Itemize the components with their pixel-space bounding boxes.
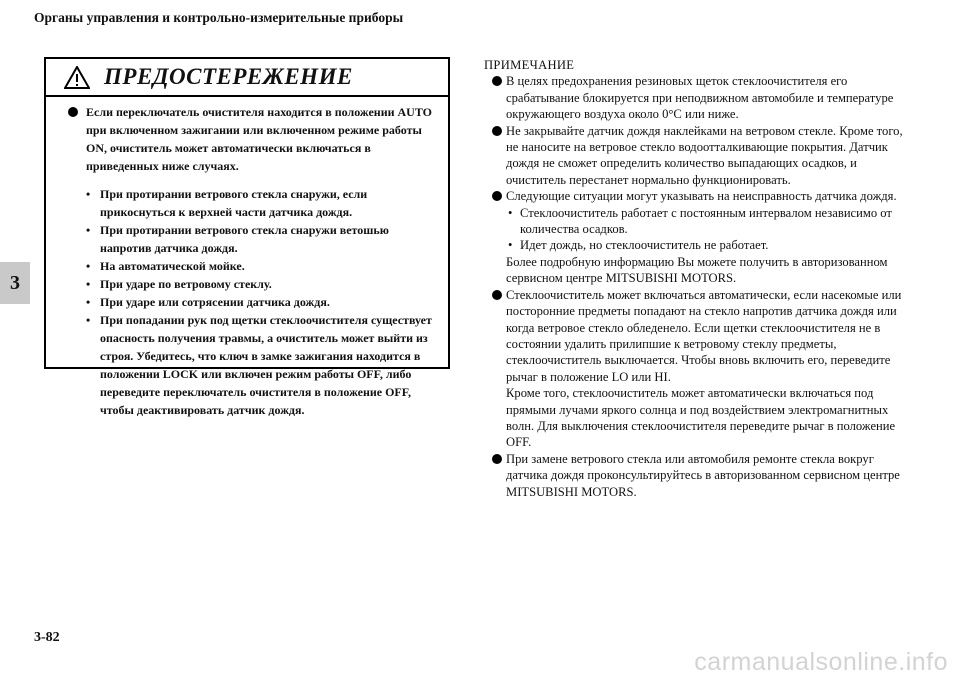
note-sub-item: • Стеклоочиститель работает с постоянным интервалом независимо от количества осадков. [506, 205, 904, 238]
bullet-dot-icon [492, 290, 502, 300]
note-text: Не закрывайте датчик дождя наклейками на ветровом стекле. Кроме того, не наносите на ветровое стекло водоотталкивающие покрытия. Датчик дождя не сможет определить количество выпадающих осадков, и очиститель перестанет нормально функционировать. [506, 123, 903, 187]
page-number: 3-82 [34, 630, 60, 645]
warning-item: • При ударе по ветровому стеклу. [86, 275, 438, 293]
warning-list [86, 185, 438, 419]
note-item [484, 451, 904, 500]
note-item [484, 123, 904, 189]
bullet-dot-icon [68, 107, 78, 117]
bullet-dot-icon [492, 191, 502, 201]
warning-intro [68, 103, 438, 175]
warning-item: • При ударе или сотрясении датчика дождя. [86, 293, 438, 311]
warning-triangle-icon [64, 66, 90, 89]
note-text: Стеклоочиститель может включаться автоматически, если насекомые или посторонние предметы попадают на стекло напротив датчика дождя или когда ветровое стекло обледенело. Если щетки стеклоочистителя не в состоянии удалить прилипшие к ветровому стеклу предметы, стеклоочиститель выключается. Чтобы вновь включить его, переведите рычаг в положение LO или HI. [506, 287, 902, 384]
note-text: В целях предохранения резиновых щеток стеклоочистителя его срабатывание блокируется при неподвижном автомобиле и температуре окружающего воздуха около 0°C или ниже. [506, 74, 894, 122]
chapter-tab: 3 [0, 262, 30, 304]
warning-intro-text: Если переключатель очистителя находится в положении AUTO при включенном зажигании или включенном режиме работы ON, очиститель может автоматически включаться в приведенных ниже случаях. [86, 105, 432, 173]
note-item [484, 188, 904, 286]
warning-item: • На автоматической мойке. [86, 257, 438, 275]
bullet-dot-icon [492, 76, 502, 86]
bullet-dot-icon [492, 126, 502, 136]
warning-item: • При протирании ветрового стекла снаружи, если прикоснуться к верхней части датчика дождя. [86, 185, 438, 221]
warning-title: ПРЕДОСТЕРЕЖЕНИЕ [104, 64, 353, 89]
note-item [484, 73, 904, 122]
warning-item: • При попадании рук под щетки стеклоочистителя существует опасность получения травмы, а очиститель может выйти из строя. Убедитесь, что ключ в замке зажигания находится в положении LOCK или включен режим работы OFF, либо переведите переключатель очистителя в положение OFF, чтобы деактивировать датчик дождя. [86, 311, 438, 419]
note-text: Более подробную информацию Вы можете получить в авторизованном сервисном центре MITSUBISHI MOTORS. [506, 254, 888, 286]
note-sub-list [506, 205, 904, 254]
note-text: Кроме того, стеклоочиститель может автоматически включаться под прямыми лучами яркого солнца и под воздействием электромагнитных волн. Для выключения стеклоочистителя переведите рычаг в положение OFF. [506, 386, 896, 450]
warning-box [44, 57, 450, 417]
watermark: carmanualsonline.info [694, 648, 948, 676]
warning-header [46, 59, 448, 97]
warning-item: • При протирании ветрового стекла снаружи ветошью напротив датчика дождя. [86, 221, 438, 257]
notes-heading: ПРИМЕЧАНИЕ [484, 58, 575, 72]
note-text: При замене ветрового стекла или автомобиля ремонте стекла вокруг датчика дождя проконсультируйтесь в авторизованном сервисном центре MITSUBISHI MOTORS. [506, 451, 900, 499]
note-text: Следующие ситуации могут указывать на неисправность датчика дождя. [506, 189, 897, 204]
note-item [484, 287, 904, 451]
page-header: Органы управления и контрольно-измерительные приборы [34, 10, 404, 25]
note-sub-item: • Идет дождь, но стеклоочиститель не работает. [506, 237, 904, 253]
notes-section [484, 57, 904, 500]
warning-body [46, 97, 448, 419]
bullet-dot-icon [492, 454, 502, 464]
